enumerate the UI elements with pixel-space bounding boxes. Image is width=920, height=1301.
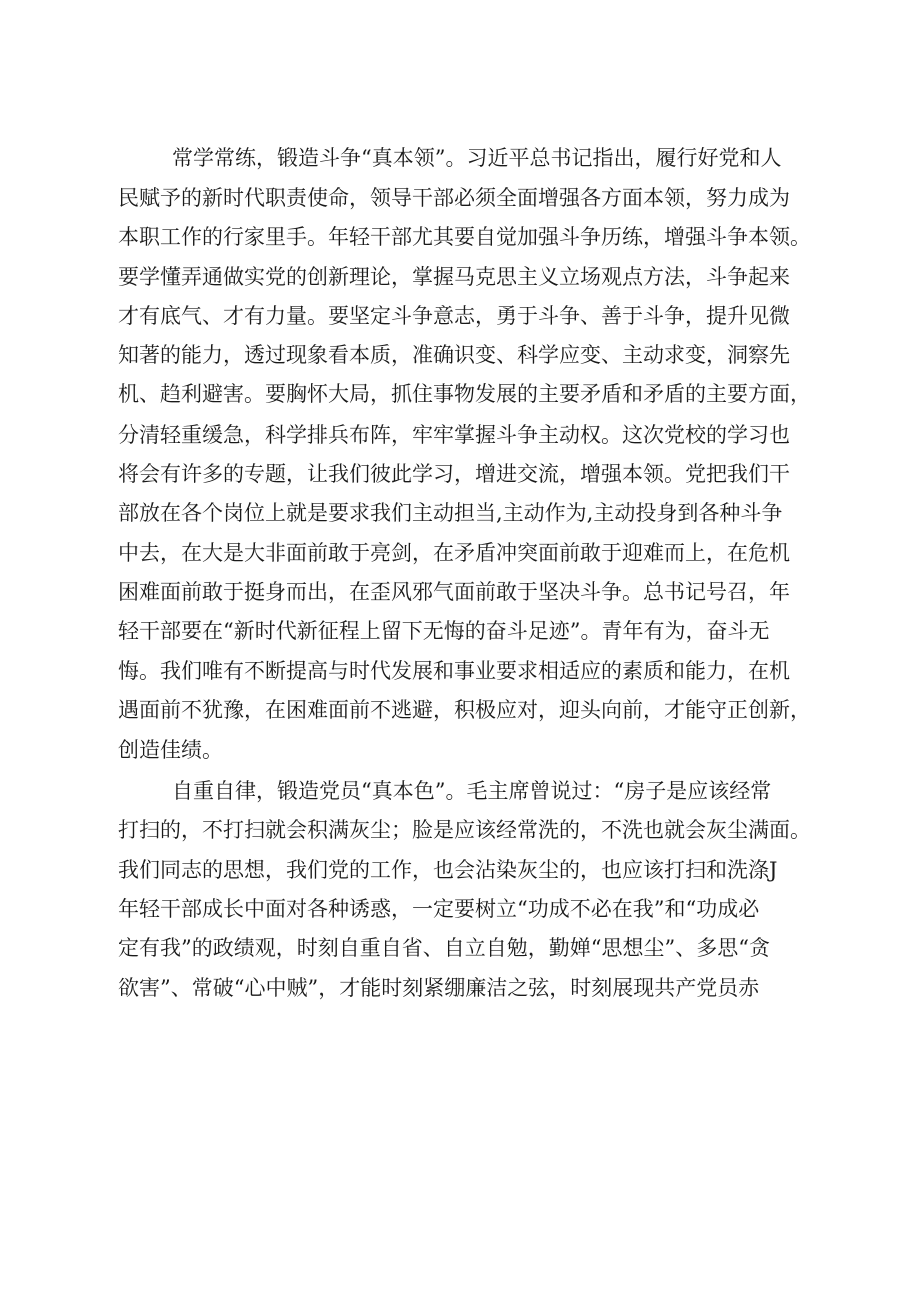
text-line: 中去，在大是大非面前敢于亮剑，在矛盾冲突面前敢于迎难而上，在危机 (118, 541, 790, 565)
text-line: 要学懂弄通做实党的创新理论，掌握马克思主义立场观点方法，斗争起来 (118, 265, 790, 289)
text-line: 自重自律，锻造党员“真本色”。毛主席曾说过：“房子是应该经常 (172, 779, 772, 803)
text-line: 本职工作的行家里手。年轻干部尤其要自觉加强斗争历练，增强斗争本领。 (118, 225, 811, 249)
text-line: 定有我”的政绩观，时刻自重自省、自立自勉，勤婵“思想尘”、多思“贪 (118, 936, 770, 960)
text-line: 欲害”、常破“心中贼”，才能时刻紧绷廉洁之弦，时刻展现共产党员赤 (118, 976, 760, 1000)
text-line: 困难面前敢于挺身而出，在歪风邪气面前敢于坚决斗争。总书记号召，年 (118, 580, 790, 604)
text-line: 将会有许多的专题，让我们彼此学习，增进交流，增强本领。党把我们干 (118, 462, 790, 486)
text-line: 分清轻重缓急，科学排兵布阵，牢牢掌握斗争主动权。这次党校的学习也 (118, 423, 790, 447)
text-line: 民赋予的新时代职责使命，领导干部必须全面增强各方面本领，努力成为 (118, 186, 790, 210)
text-line: 打扫的，不打扫就会积满灰尘；脸是应该经常洗的，不洗也就会灰尘满面。 (118, 818, 811, 842)
text-line: 知著的能力，透过现象看本质，准确识变、科学应变、主动求变，洞察先 (118, 343, 790, 367)
text-line: 悔。我们唯有不断提高与时代发展和事业要求相适应的素质和能力，在机 (118, 659, 790, 683)
text-line: 部放在各个岗位上就是要求我们主动担当,主动作为,主动投身到各种斗争 (118, 501, 783, 525)
text-line: 年轻干部成长中面对各种诱惑，一定要树立“功成不必在我”和“功成必 (118, 897, 760, 921)
text-line: 创造佳绩。 (118, 738, 223, 762)
text-line: 机、趋利避害。要胸怀大局，抓住事物发展的主要矛盾和矛盾的主要方面， (118, 382, 811, 406)
text-line: 遇面前不犹豫，在困难面前不逃避，积极应对，迎头向前，才能守正创新， (118, 698, 811, 722)
text-line: 轻干部要在“新时代新征程上留下无悔的奋斗足迹”。青年有为，奋斗无 (118, 619, 770, 643)
text-line: 才有底气、才有力量。要坚定斗争意志，勇于斗争、善于斗争，提升见微 (118, 304, 790, 328)
text-line: 我们同志的思想，我们党的工作，也会沾染灰尘的，也应该打扫和洗涤J (118, 858, 778, 882)
text-line: 常学常练，锻造斗争“真本领”。习近平总书记指出，履行好党和人 (172, 146, 782, 170)
